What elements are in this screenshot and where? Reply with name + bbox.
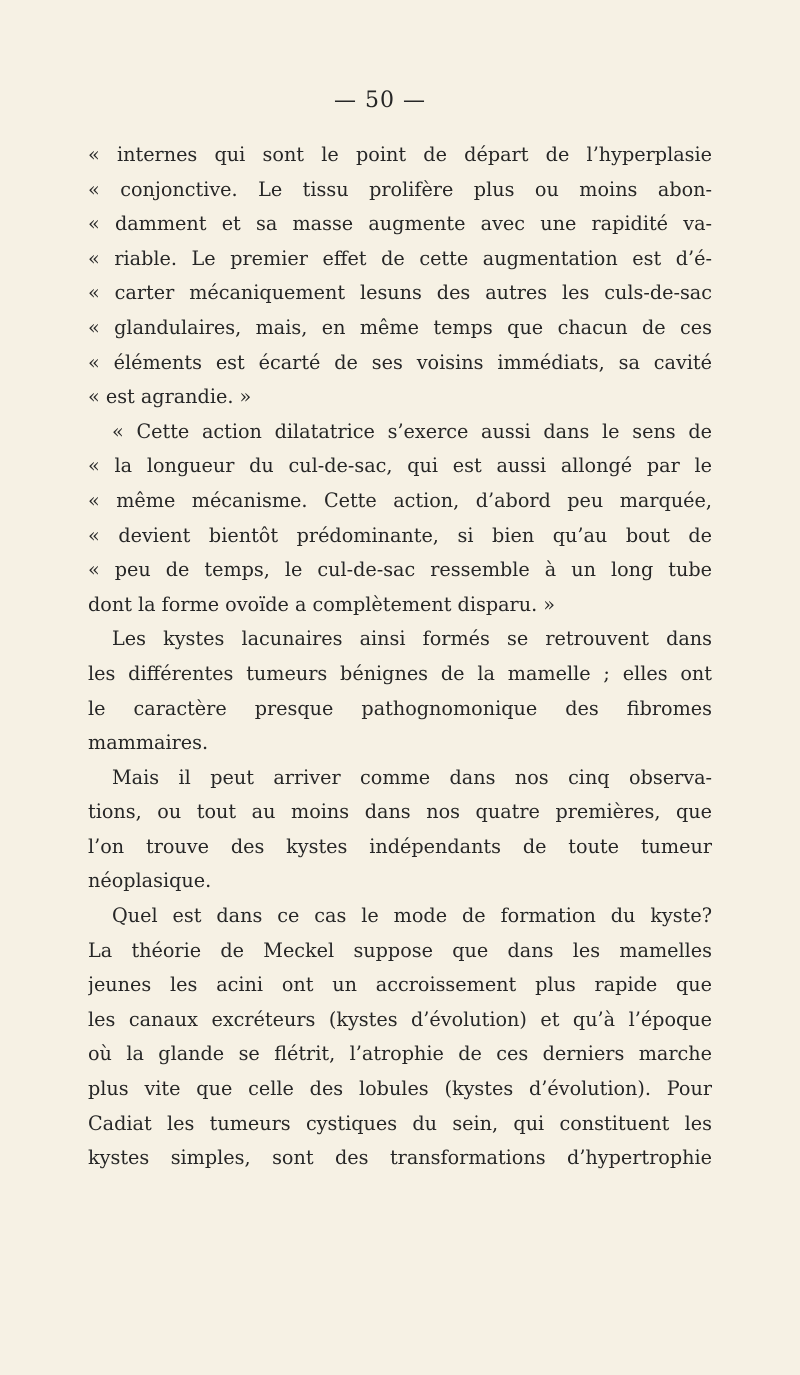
text-line: « même mécanisme. Cette action, d’abord peu marquée, xyxy=(88,488,712,512)
text-line: plus vite que celle des lobules (kystes d’évolution). Pour xyxy=(88,1077,712,1101)
text-line: « internes qui sont le point de départ de l’hyperplasie xyxy=(88,143,712,166)
text-line: Les kystes lacunaires ainsi formés se retrouvent dans xyxy=(112,627,712,651)
text-line: « carter mécaniquement lesuns des autres les culs-de-sac xyxy=(88,281,712,305)
text-line: « Cette action dilatatrice s’exerce aussi dans le sens de xyxy=(112,419,712,443)
text-line: « éléments est écarté de ses voisins immédiats, sa cavité xyxy=(88,350,712,374)
text-line: « devient bientôt prédominante, si bien qu’au bout de xyxy=(88,523,712,547)
text-line: « la longueur du cul-de-sac, qui est aussi allongé par le xyxy=(88,454,712,478)
text-line: où la glande se flétrit, l’atrophie de ces derniers marche xyxy=(88,1042,712,1066)
text-line: mammaires. xyxy=(88,731,209,755)
page-number: — 50 — xyxy=(334,88,426,113)
text-line: néoplasique. xyxy=(88,869,212,893)
text-line: « est agrandie. » xyxy=(88,385,252,409)
text-line: « damment et sa masse augmente avec une rapidité va- xyxy=(88,212,712,236)
text-line: « glandulaires, mais, en même temps que chacun de ces xyxy=(88,315,712,339)
text-line: kystes simples, sont des transformations d’hypertrophie xyxy=(88,1146,712,1170)
text-line: Mais il peut arriver comme dans nos cinq observa- xyxy=(112,765,712,789)
body-text xyxy=(88,138,712,1176)
text-line: « riable. Le premier effet de cette augmentation est d’é- xyxy=(88,246,712,270)
text-line: les canaux excréteurs (kystes d’évolution) et qu’à l’époque xyxy=(88,1007,712,1031)
text-line: dont la forme ovoïde a complètement disparu. » xyxy=(88,592,556,616)
text-line: les différentes tumeurs bénignes de la mamelle ; elles ont xyxy=(88,661,712,685)
text-line: « conjonctive. Le tissu prolifère plus ou moins abon- xyxy=(88,177,712,201)
text-line: jeunes les acini ont un accroissement plus rapide que xyxy=(88,973,712,997)
text-line: Cadiat les tumeurs cystiques du sein, qui constituent les xyxy=(88,1111,712,1135)
text-line: l’on trouve des kystes indépendants de toute tumeur xyxy=(88,834,712,858)
text-line: tions, ou tout au moins dans nos quatre premières, que xyxy=(88,800,712,824)
text-line: « peu de temps, le cul-de-sac ressemble à un long tube xyxy=(88,558,712,582)
text-line: le caractère presque pathognomonique des fibromes xyxy=(88,696,712,720)
text-line: La théorie de Meckel suppose que dans les mamelles xyxy=(88,938,712,962)
text-line: Quel est dans ce cas le mode de formation du kyste? xyxy=(112,904,712,928)
